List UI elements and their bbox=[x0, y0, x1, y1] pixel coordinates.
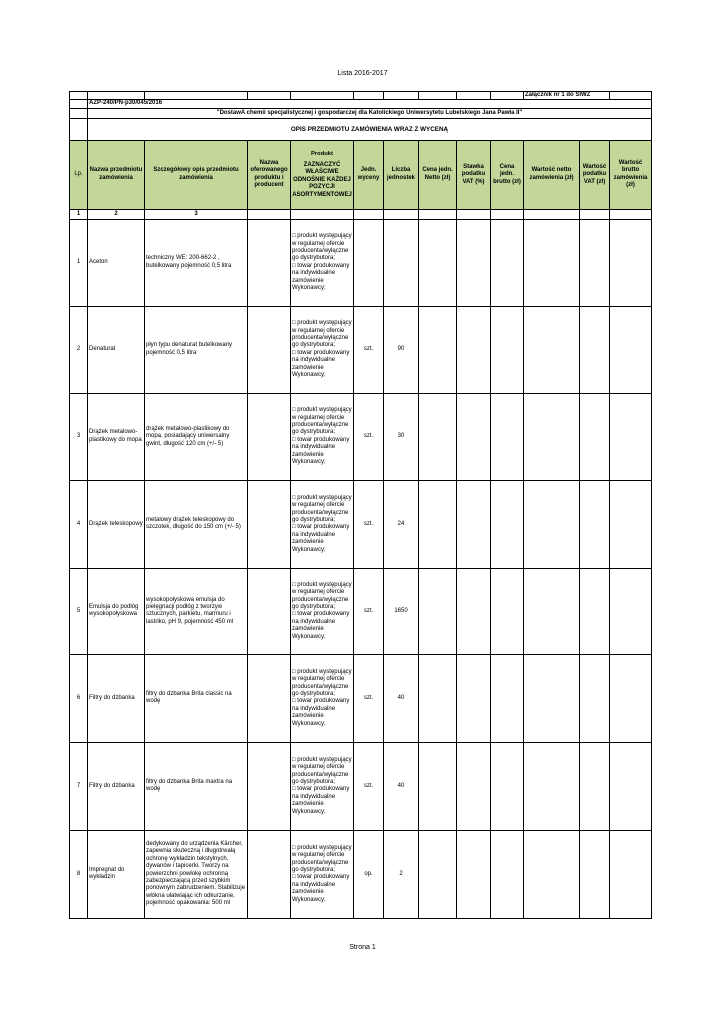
item-wartosc-vat-input[interactable] bbox=[580, 830, 610, 918]
item-liczba: 40 bbox=[384, 742, 419, 830]
item-lp: 5 bbox=[70, 568, 88, 654]
column-header-row bbox=[70, 140, 652, 209]
item-wartosc-brutto-input[interactable] bbox=[610, 654, 652, 742]
col-wartosc-brutto-header: Wartość brutto zamówienia (zł) bbox=[610, 140, 652, 209]
item-opis: drążek metalowo-plastikowy do mopa, posiadający uniwersalny gwint, długość 120 cm (+/- 5) bbox=[145, 393, 248, 480]
item-producent-input[interactable] bbox=[248, 568, 291, 654]
item-producent-input[interactable] bbox=[248, 742, 291, 830]
item-opis: dedykowany do urządzenia Kärcher, zapewnia skuteczną i długotrwałą ochronę wykładzin tekstylnych, dywanów i tapicerki. Tworzy na powierzchni powłokę ochronną zabezpieczającą przed szybkim ponownym zabrudzeniem. Stabilizuje włókna ułatwiając ich odkurzanie, pojemność opakowania: 500 ml bbox=[145, 830, 248, 918]
item-product-options[interactable]: □ produkt występujący w regularnej ofercie producenta/wyłączne go dystrybutora; □ towar produkowany na indywidualne zamówienie Wykonawcy; bbox=[291, 742, 354, 830]
item-cena-netto-input[interactable] bbox=[419, 219, 457, 306]
subject-title: "DostawA chemii specjalistycznej i gospodarczej dla Katolickiego Uniwersytetu Lubelskiego Jana Pawła II" bbox=[88, 108, 652, 118]
item-wartosc-netto-input[interactable] bbox=[524, 654, 580, 742]
item-liczba bbox=[384, 219, 419, 306]
item-cena-brutto-input[interactable] bbox=[491, 830, 524, 918]
item-nazwa: Drążek teleskopowy bbox=[88, 480, 145, 568]
item-producent-input[interactable] bbox=[248, 654, 291, 742]
col-nazwa-header: Nazwa przedmiotu zamówienia bbox=[88, 140, 145, 209]
item-cena-netto-input[interactable] bbox=[419, 306, 457, 393]
section-title-row bbox=[70, 118, 652, 140]
table-row bbox=[70, 830, 652, 918]
item-wartosc-netto-input[interactable] bbox=[524, 393, 580, 480]
item-product-options[interactable]: □ produkt występujący w regularnej ofercie producenta/wyłączne go dystrybutora; □ towar produkowany na indywidualne zamówienie Wykonawcy; bbox=[291, 306, 354, 393]
item-producent-input[interactable] bbox=[248, 830, 291, 918]
item-wartosc-vat-input[interactable] bbox=[580, 306, 610, 393]
item-cena-netto-input[interactable] bbox=[419, 830, 457, 918]
item-liczba: 2 bbox=[384, 830, 419, 918]
item-product-options[interactable]: □ produkt występujący w regularnej ofercie producenta/wyłączne go dystrybutora; □ towar produkowany na indywidualne zamówienie Wykonawcy; bbox=[291, 654, 354, 742]
col-cena-brutto-header: Cena jedn. brutto (zł) bbox=[491, 140, 524, 209]
item-lp: 1 bbox=[70, 219, 88, 306]
col-lp-header: Lp. bbox=[70, 140, 88, 209]
offer-table bbox=[69, 91, 652, 919]
attachment-row bbox=[70, 92, 652, 100]
item-nazwa: Filtry do dzbanka bbox=[88, 742, 145, 830]
item-wartosc-brutto-input[interactable] bbox=[610, 568, 652, 654]
col-producent-header: Nazwa oferowanego produktu i producent bbox=[248, 140, 291, 209]
item-jedn: szt. bbox=[354, 654, 384, 742]
item-wartosc-vat-input[interactable] bbox=[580, 219, 610, 306]
item-cena-netto-input[interactable] bbox=[419, 393, 457, 480]
item-opis: płyn typu denaturat butelkowany pojemność 0,5 litra bbox=[145, 306, 248, 393]
item-vat-input[interactable] bbox=[457, 480, 491, 568]
item-opis: metalowy drążek teleskopowy do szczotek, długość do 150 cm (+/- 5) bbox=[145, 480, 248, 568]
item-wartosc-netto-input[interactable] bbox=[524, 830, 580, 918]
item-wartosc-netto-input[interactable] bbox=[524, 568, 580, 654]
column-number: 2 bbox=[88, 209, 145, 219]
item-wartosc-vat-input[interactable] bbox=[580, 654, 610, 742]
item-wartosc-netto-input[interactable] bbox=[524, 480, 580, 568]
item-wartosc-brutto-input[interactable] bbox=[610, 306, 652, 393]
item-wartosc-brutto-input[interactable] bbox=[610, 393, 652, 480]
item-lp: 4 bbox=[70, 480, 88, 568]
reference-number: AZP-240/PN-p30/045/2016 bbox=[88, 100, 652, 108]
subject-row bbox=[70, 108, 652, 118]
item-product-options[interactable]: □ produkt występujący w regularnej ofercie producenta/wyłączne go dystrybutora; □ towar produkowany na indywidualne zamówienie Wykonawcy; bbox=[291, 568, 354, 654]
item-wartosc-netto-input[interactable] bbox=[524, 219, 580, 306]
col-vat-header: Stawka podatku VAT (%) bbox=[457, 140, 491, 209]
produkt-instruction: ZAZNACZYĆ WŁAŚCIWE ODNOŚNIE KAŻDEJ POZYCJI ASORTYMENTOWEJ bbox=[292, 162, 352, 198]
table-row bbox=[70, 393, 652, 480]
item-lp: 8 bbox=[70, 830, 88, 918]
col-cena-netto-header: Cena jedn. Netto (zł) bbox=[419, 140, 457, 209]
item-jedn: szt. bbox=[354, 568, 384, 654]
item-producent-input[interactable] bbox=[248, 393, 291, 480]
item-producent-input[interactable] bbox=[248, 480, 291, 568]
column-number: 3 bbox=[145, 209, 248, 219]
item-wartosc-vat-input[interactable] bbox=[580, 742, 610, 830]
item-cena-brutto-input[interactable] bbox=[491, 568, 524, 654]
item-product-options[interactable]: □ produkt występujący w regularnej ofercie producenta/wyłączne go dystrybutora; □ towar produkowany na indywidualne zamówienie Wykonawcy; bbox=[291, 393, 354, 480]
item-vat-input[interactable] bbox=[457, 830, 491, 918]
col-wartosc-netto-header: Wartość netto zamówienia (zł) bbox=[524, 140, 580, 209]
item-vat-input[interactable] bbox=[457, 742, 491, 830]
item-cena-netto-input[interactable] bbox=[419, 568, 457, 654]
item-nazwa: Drążek metalowo-plastikowy do mopa bbox=[88, 393, 145, 480]
item-wartosc-brutto-input[interactable] bbox=[610, 742, 652, 830]
item-jedn: szt. bbox=[354, 480, 384, 568]
column-number: 1 bbox=[70, 209, 88, 219]
item-cena-brutto-input[interactable] bbox=[491, 480, 524, 568]
table-row bbox=[70, 219, 652, 306]
item-vat-input[interactable] bbox=[457, 568, 491, 654]
item-vat-input[interactable] bbox=[457, 654, 491, 742]
item-nazwa: Filtry do dzbanka bbox=[88, 654, 145, 742]
item-nazwa: Denaturat bbox=[88, 306, 145, 393]
item-nazwa: Impregnat do wykładzin bbox=[88, 830, 145, 918]
item-jedn: szt. bbox=[354, 306, 384, 393]
item-opis: filtry do dzbanka Brita maxtra na wodę bbox=[145, 742, 248, 830]
item-liczba: 24 bbox=[384, 480, 419, 568]
column-number-row bbox=[70, 209, 652, 219]
item-liczba: 90 bbox=[384, 306, 419, 393]
item-liczba: 40 bbox=[384, 654, 419, 742]
item-opis: filtry do dzbanka Brita classic na wodę bbox=[145, 654, 248, 742]
table-row bbox=[70, 568, 652, 654]
item-jedn: op. bbox=[354, 830, 384, 918]
item-nazwa: Aceton bbox=[88, 219, 145, 306]
item-vat-input[interactable] bbox=[457, 306, 491, 393]
item-cena-netto-input[interactable] bbox=[419, 480, 457, 568]
item-cena-brutto-input[interactable] bbox=[491, 742, 524, 830]
item-cena-brutto-input[interactable] bbox=[491, 306, 524, 393]
item-wartosc-netto-input[interactable] bbox=[524, 306, 580, 393]
table-row bbox=[70, 480, 652, 568]
item-vat-input[interactable] bbox=[457, 219, 491, 306]
attachment-label: Załącznik nr 1 do SIWZ bbox=[524, 92, 610, 100]
item-wartosc-netto-input[interactable] bbox=[524, 742, 580, 830]
item-lp: 3 bbox=[70, 393, 88, 480]
item-jedn: szt. bbox=[354, 742, 384, 830]
item-nazwa: Emulsja do podłóg wysokopołyskowa bbox=[88, 568, 145, 654]
item-cena-brutto-input[interactable] bbox=[491, 654, 524, 742]
item-wartosc-vat-input[interactable] bbox=[580, 393, 610, 480]
col-wartosc-vat-header: Wartość podatku VAT (zł) bbox=[580, 140, 610, 209]
item-wartosc-brutto-input[interactable] bbox=[610, 830, 652, 918]
item-liczba: 1650 bbox=[384, 568, 419, 654]
col-jedn-header: Jedn. wyceny bbox=[354, 140, 384, 209]
table-row bbox=[70, 742, 652, 830]
item-lp: 7 bbox=[70, 742, 88, 830]
item-cena-netto-input[interactable] bbox=[419, 654, 457, 742]
item-opis: wysokopołyskowa emulsja do pielęgnacji podłóg z tworzyw sztucznych, parkietu, marmuru i lastriko, pH 9, pojemność 450 ml bbox=[145, 568, 248, 654]
item-wartosc-brutto-input[interactable] bbox=[610, 480, 652, 568]
section-title: OPIS PRZEDMIOTU ZAMÓWIENIA WRAZ Z WYCENĄ bbox=[88, 118, 652, 140]
item-opis: techniczny WE: 200-662-2 , butelkowany pojemność 0,5 litra bbox=[145, 219, 248, 306]
item-liczba: 30 bbox=[384, 393, 419, 480]
reference-row bbox=[70, 100, 652, 108]
item-producent-input[interactable] bbox=[248, 219, 291, 306]
item-jedn: szt. bbox=[354, 393, 384, 480]
page-header: Lista 2016-2017 bbox=[337, 70, 388, 77]
item-lp: 6 bbox=[70, 654, 88, 742]
item-wartosc-vat-input[interactable] bbox=[580, 480, 610, 568]
item-producent-input[interactable] bbox=[248, 306, 291, 393]
col-opis-header: Szczegółowy opis przedmiotu zamówienia bbox=[145, 140, 248, 209]
item-cena-brutto-input[interactable] bbox=[491, 219, 524, 306]
page-footer: Strona 1 bbox=[349, 944, 376, 951]
item-product-options[interactable]: □ produkt występujący w regularnej ofercie producenta/wyłączne go dystrybutora; □ towar produkowany na indywidualne zamówienie Wykonawcy; bbox=[291, 219, 354, 306]
item-wartosc-brutto-input[interactable] bbox=[610, 219, 652, 306]
item-vat-input[interactable] bbox=[457, 393, 491, 480]
item-wartosc-vat-input[interactable] bbox=[580, 568, 610, 654]
item-lp: 2 bbox=[70, 306, 88, 393]
item-jedn bbox=[354, 219, 384, 306]
col-produkt-header bbox=[291, 140, 354, 209]
item-product-options[interactable]: □ produkt występujący w regularnej ofercie producenta/wyłączne go dystrybutora; □ towar produkowany na indywidualne zamówienie Wykonawcy; bbox=[291, 480, 354, 568]
item-cena-netto-input[interactable] bbox=[419, 742, 457, 830]
table-row bbox=[70, 306, 652, 393]
item-cena-brutto-input[interactable] bbox=[491, 393, 524, 480]
col-liczba-header: Liczba jednostek bbox=[384, 140, 419, 209]
item-product-options[interactable]: □ produkt występujący w regularnej ofercie producenta/wyłączne go dystrybutora; □ towar produkowany na indywidualne zamówienie Wykonawcy; bbox=[291, 830, 354, 918]
table-row bbox=[70, 654, 652, 742]
produkt-title: Produkt bbox=[311, 150, 333, 157]
